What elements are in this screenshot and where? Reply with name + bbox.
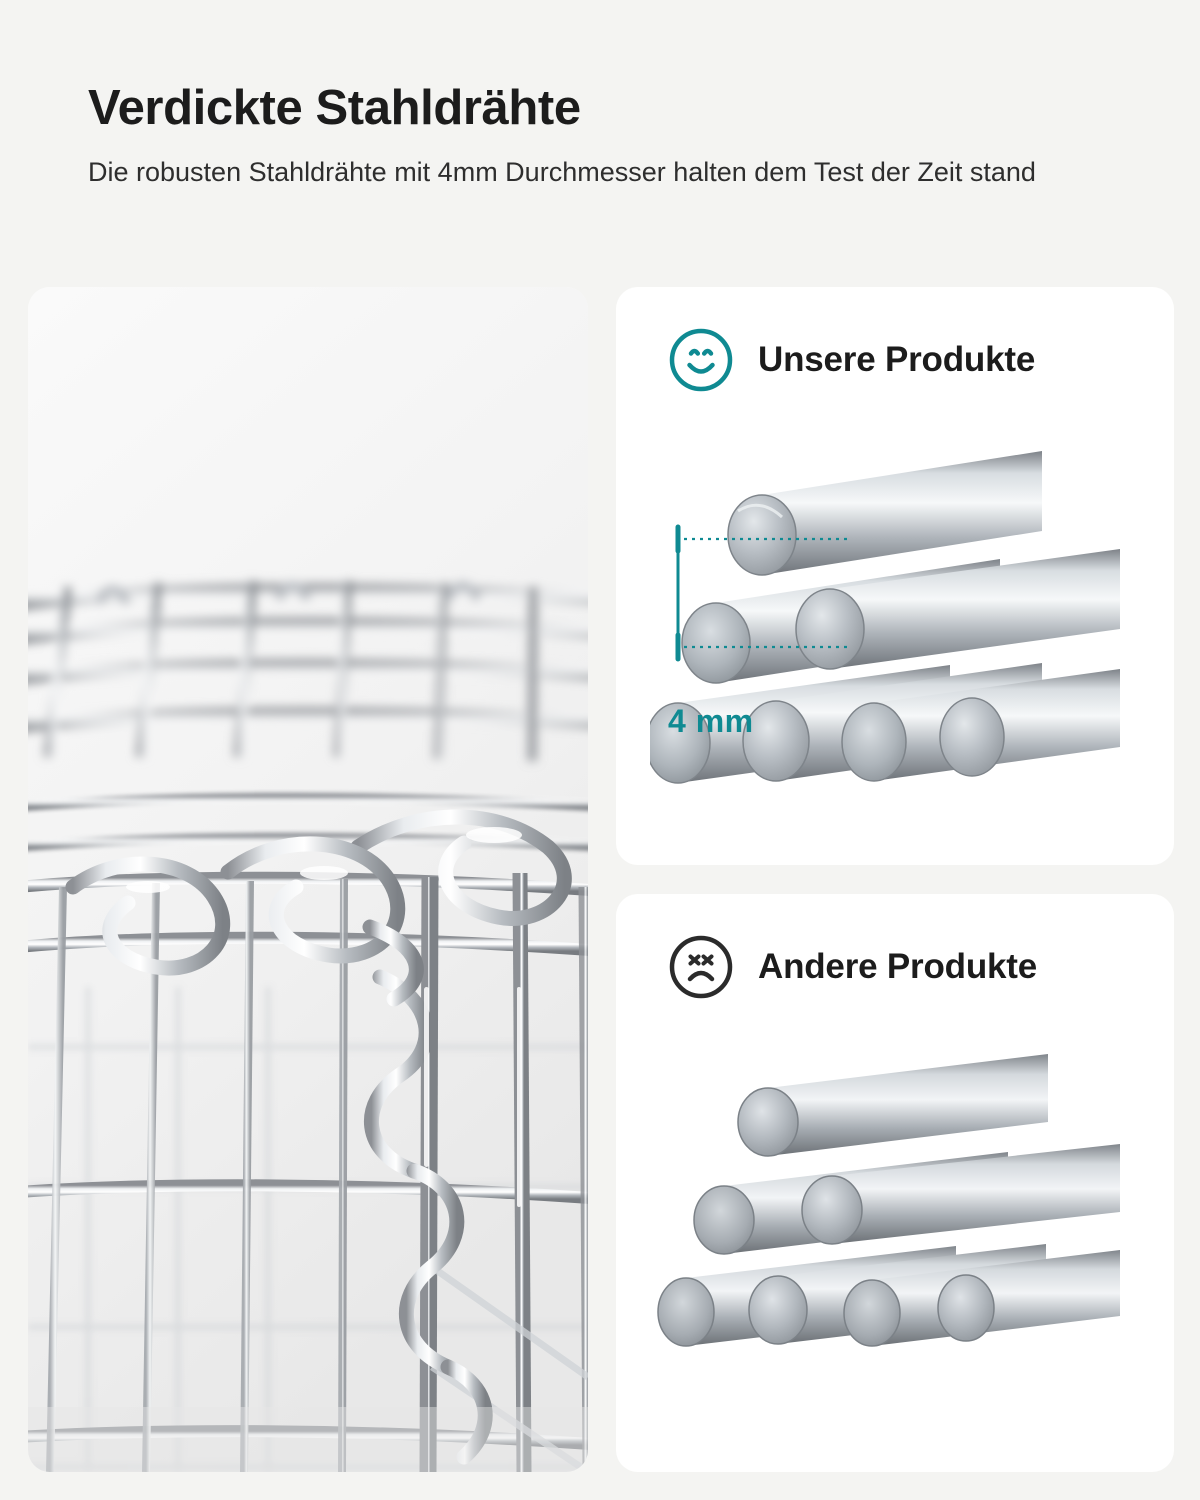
thick-steel-rods-bundle — [650, 403, 1140, 833]
rod-top — [728, 451, 1042, 575]
our-products-card — [616, 287, 1174, 865]
our-products-header — [650, 317, 1140, 403]
rod-top — [738, 1054, 1048, 1156]
product-photo-card — [28, 287, 588, 1472]
other-products-label: Andere Produkte — [758, 947, 1037, 986]
other-products-card — [616, 894, 1174, 1472]
our-products-label: Unsere Produkte — [758, 340, 1036, 379]
page-title: Verdickte Stahldrähte — [88, 81, 581, 135]
content-area — [28, 287, 1174, 1472]
header — [88, 80, 1118, 192]
dimension-label: 4 mm — [668, 703, 754, 739]
page-subtitle: Die robusten Stahldrähte mit 4mm Durchmesser halten dem Test der Zeit stand — [88, 157, 1036, 188]
gabion-wire-mesh-closeup — [28, 287, 588, 1472]
other-products-header — [650, 924, 1140, 1010]
smiley-sad-icon — [668, 934, 734, 1000]
thin-steel-rods-bundle — [650, 1010, 1140, 1440]
smiley-happy-icon — [668, 327, 734, 393]
